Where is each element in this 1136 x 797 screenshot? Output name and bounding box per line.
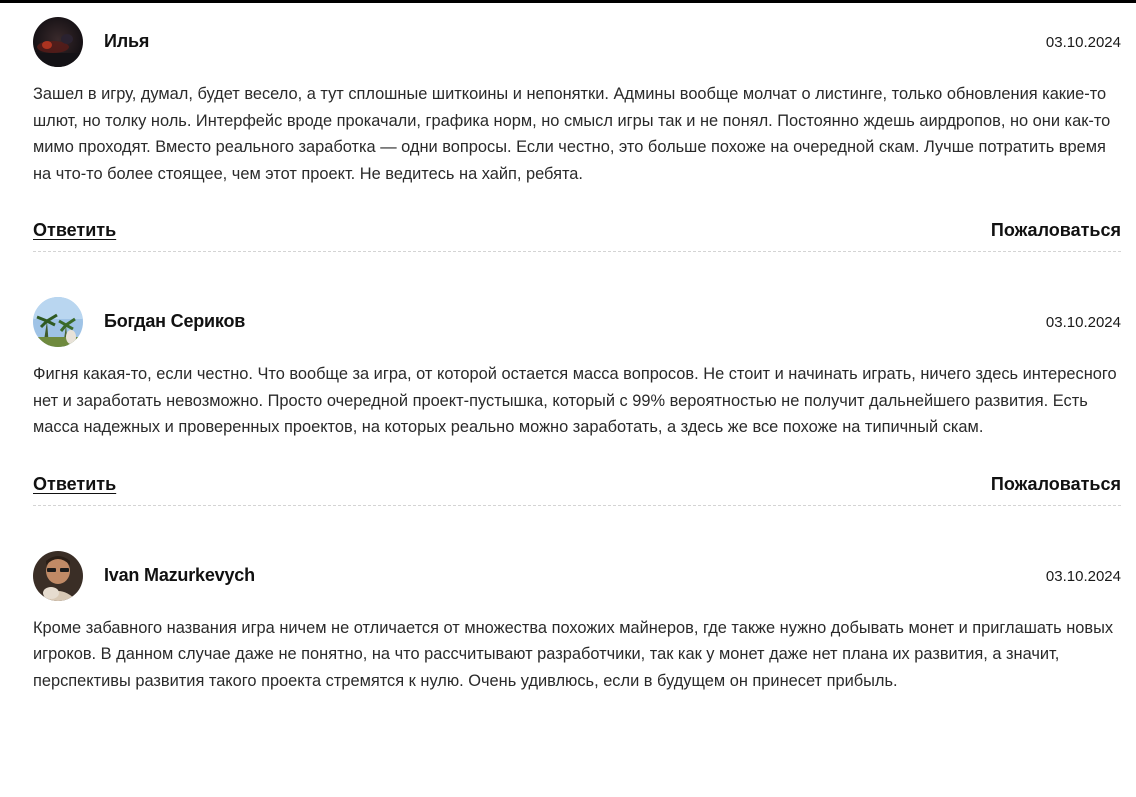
avatar — [33, 297, 83, 347]
comment-divider — [33, 251, 1121, 252]
report-link[interactable]: Пожаловаться — [990, 220, 1121, 240]
comment-date: 03.10.2024 — [1045, 314, 1121, 331]
comment-author: Илья — [104, 31, 150, 51]
comment-author: Ivan Mazurkevych — [104, 564, 255, 585]
comment-item — [33, 297, 1121, 506]
comment-text: Зашел в игру, думал, будет весело, а тут сплошные шиткоины и непонятки. Админы вообще молчат о листинге, только обновления какие-то шлют, но толку ноль. Интерфейс вроде прокачали, графика норм, но смысл игры так и не понял. Постоянно ждешь аирдропов, но они как-то мимо проходят. Вместо реального заработка — одни вопросы. Если честно, это больше похоже на очередной скам. Лучше потратить время на что-то более стоящее, чем этот проект. Не ведитесь на хайп, ребята. — [33, 85, 1111, 183]
avatar — [33, 551, 83, 601]
comment-item — [33, 17, 1121, 252]
report-link[interactable]: Пожаловаться — [990, 473, 1121, 494]
comment-actions — [33, 220, 1121, 250]
reply-link[interactable]: Ответить — [33, 220, 117, 240]
comment-text: Фигня какая-то, если честно. Что вообще за игра, от которой остается масса вопросов. Не стоит и начинать играть, ничего здесь интересного нет и заработать невозможно. Просто очередной проект-пустышка, который с 99% вероятностью не получит дальнейшего развития. Есть масса надежных и проверенных проектов, на которых реально можно заработать, а здесь же все похоже на типичный скам. — [33, 365, 1117, 436]
comment-date: 03.10.2024 — [1045, 567, 1121, 585]
comments-list — [33, 0, 1121, 694]
comment-header — [33, 297, 1121, 349]
comment-actions — [33, 474, 1121, 504]
comment-author: Богдан Сериков — [104, 311, 246, 331]
comment-header — [33, 551, 1121, 603]
comment-text: Кроме забавного названия игра ничем не отличается от множества похожих майнеров, где также нужно добывать монет и приглашать новых игроков. В данном случае даже не понятно, на что рассчитывают разработчики, так как у монет даже нет плана их развития, а значит, перспективы развития такого проекта стремятся к нулю. Очень удивлюсь, если в будущем он принесет прибыль. — [33, 618, 1114, 690]
avatar — [33, 17, 83, 67]
comment-header — [33, 17, 1121, 69]
comment-divider — [33, 505, 1121, 506]
comment-date: 03.10.2024 — [1045, 34, 1121, 51]
reply-link[interactable]: Ответить — [33, 473, 117, 494]
comment-item — [33, 551, 1121, 695]
